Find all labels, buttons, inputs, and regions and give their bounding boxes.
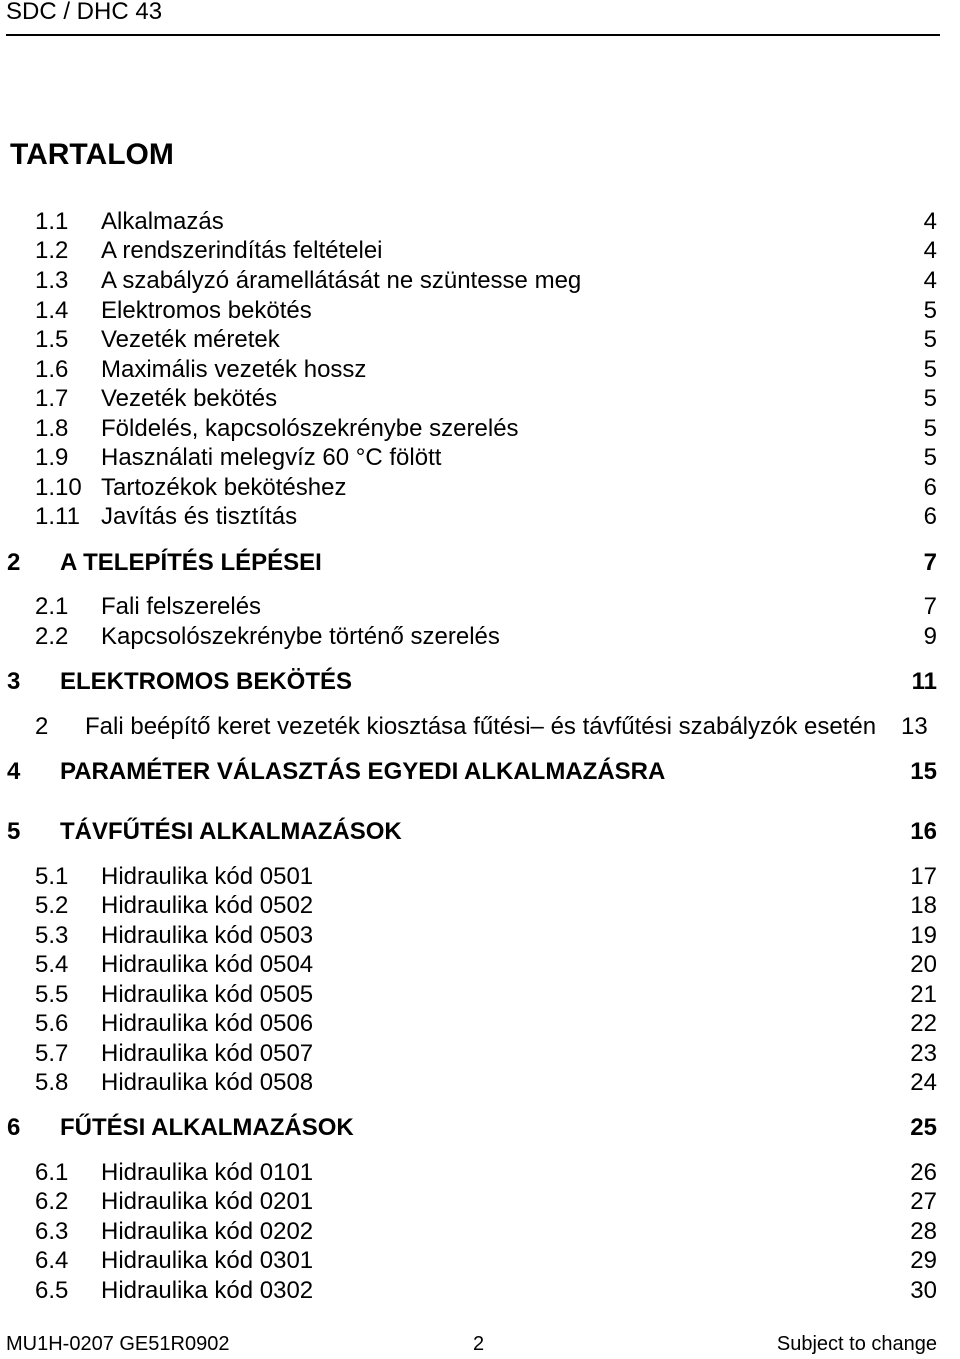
toc-entry-label: Hidraulika kód 0202 (101, 1218, 314, 1245)
toc-row[interactable] (0, 1158, 960, 1188)
toc-row[interactable] (0, 1276, 960, 1306)
toc-entry-label: Hidraulika kód 0502 (101, 892, 314, 919)
toc-entry-page: 21 (910, 981, 937, 1008)
toc-row[interactable] (0, 921, 960, 951)
toc-entry-label: Kapcsolószekrénybe történő szerelés (101, 623, 500, 650)
toc-row[interactable] (0, 1187, 960, 1217)
toc-row[interactable] (0, 325, 960, 355)
toc-entry-number: 1.6 (35, 356, 69, 383)
toc-entry-page: 20 (910, 951, 937, 978)
toc-chapter-row[interactable] (0, 817, 960, 847)
toc-entry-page: 17 (910, 863, 937, 890)
toc-entry-label: Hidraulika kód 0101 (101, 1159, 314, 1186)
toc-entry-label: Fali beépítő keret vezeték kiosztása fűtési– és távfűtési szabályzók esetén (85, 713, 877, 740)
toc-entry-page: 27 (910, 1188, 937, 1215)
toc-entry-label: Hidraulika kód 0505 (101, 981, 314, 1008)
toc-entry-label: ELEKTROMOS BEKÖTÉS (60, 668, 353, 695)
toc-entry-number: 6.1 (35, 1159, 69, 1186)
toc-entry-page: 5 (923, 444, 937, 471)
toc-entry-number: 5.3 (35, 922, 69, 949)
toc-chapter-row[interactable] (0, 1113, 960, 1143)
toc-entry-page: 9 (923, 623, 937, 650)
toc-entry-page: 23 (910, 1040, 937, 1067)
toc-entry-number: 5.5 (35, 981, 69, 1008)
toc-entry-number: 5.2 (35, 892, 69, 919)
toc-row[interactable] (0, 1009, 960, 1039)
toc-entry-page: 26 (910, 1159, 937, 1186)
toc-entry-label: Hidraulika kód 0507 (101, 1040, 314, 1067)
toc-entry-number: 3 (7, 668, 21, 695)
toc-row[interactable] (0, 592, 960, 622)
toc-entry-label: Alkalmazás (101, 208, 224, 235)
toc-entry-page: 7 (923, 593, 937, 620)
toc-entry-number: 6.2 (35, 1188, 69, 1215)
toc-entry-number: 5 (7, 818, 21, 845)
toc-entry-number: 1.9 (35, 444, 69, 471)
toc-entry-page: 11 (911, 668, 937, 695)
toc-entry-number: 1.8 (35, 415, 69, 442)
toc-entry-number: 1.1 (35, 208, 69, 235)
toc-entry-number: 1.11 (35, 503, 80, 530)
toc-entry-number: 5.6 (35, 1010, 69, 1037)
toc-entry-label: A rendszerindítás feltételei (101, 237, 383, 264)
toc-entry-page: 4 (923, 267, 937, 294)
toc-entry-number: 5.7 (35, 1040, 69, 1067)
toc-entry-page: 19 (910, 922, 937, 949)
toc-entry-page: 22 (910, 1010, 937, 1037)
toc-entry-number: 5.1 (35, 863, 69, 890)
toc-entry-label: Hidraulika kód 0503 (101, 922, 314, 949)
toc-entry-label: Hidraulika kód 0201 (101, 1188, 314, 1215)
toc-entry-page: 29 (910, 1247, 937, 1274)
footer-notice: Subject to change (776, 1333, 937, 1355)
toc-row[interactable] (0, 384, 960, 414)
toc-entry-page: 5 (923, 385, 937, 412)
footer-doc-code: MU1H-0207 GE51R0902 (6, 1333, 230, 1355)
toc-entry-number: 2.2 (35, 623, 69, 650)
toc-row[interactable] (0, 1217, 960, 1247)
toc-entry-number: 6.5 (35, 1277, 69, 1304)
toc-entry-label: Hidraulika kód 0302 (101, 1277, 314, 1304)
toc-row[interactable] (0, 266, 960, 296)
toc-row[interactable] (0, 236, 960, 266)
toc-entry-number: 6 (7, 1114, 21, 1141)
toc-row[interactable] (0, 891, 960, 921)
toc-row[interactable] (0, 414, 960, 444)
toc-row[interactable] (0, 980, 960, 1010)
toc-entry-number: 1.2 (35, 237, 69, 264)
toc-entry-page: 4 (923, 208, 937, 235)
toc-entry-number: 1.4 (35, 297, 69, 324)
toc-entry-label: A szabályzó áramellátását ne szüntesse meg (101, 267, 582, 294)
toc-entry-label: Tartozékok bekötéshez (101, 474, 347, 501)
toc-entry-label: FŰTÉSI ALKALMAZÁSOK (60, 1114, 354, 1141)
toc-entry-label: Vezeték méretek (101, 326, 280, 353)
toc-row[interactable] (0, 355, 960, 385)
toc-entry-page: 15 (910, 758, 937, 785)
toc-entry-number: 5.4 (35, 951, 69, 978)
toc-entry-page: 18 (910, 892, 937, 919)
toc-entry-page: 30 (910, 1277, 937, 1304)
footer-page-number: 2 (473, 1333, 485, 1355)
toc-entry-label: Hidraulika kód 0501 (101, 863, 314, 890)
toc-entry-page: 6 (923, 474, 937, 501)
toc-entry-label: Vezeték bekötés (101, 385, 278, 412)
toc-row[interactable] (0, 296, 960, 326)
toc-entry-number: 6.4 (35, 1247, 69, 1274)
toc-entry-label: Használati melegvíz 60 °C fölött (101, 444, 442, 471)
toc-entry-number: 5.8 (35, 1069, 69, 1096)
toc-chapter-row[interactable] (0, 667, 960, 697)
toc-entry-page: 24 (910, 1069, 937, 1096)
toc-entry-page: 5 (923, 415, 937, 442)
toc-row[interactable] (0, 443, 960, 473)
toc-entry-number: 2 (35, 713, 49, 740)
toc-entry-number: 2 (7, 549, 21, 576)
toc-entry-page: 5 (923, 326, 937, 353)
toc-entry-page: 7 (923, 549, 937, 576)
toc-chapter-row[interactable] (0, 548, 960, 578)
toc-entry-label: TÁVFŰTÉSI ALKALMAZÁSOK (60, 818, 402, 845)
toc-row[interactable] (0, 502, 960, 532)
toc-entry-number: 1.3 (35, 267, 69, 294)
toc-entry-page: 13 (901, 713, 928, 740)
toc-row[interactable] (0, 712, 960, 742)
toc-entry-page: 4 (923, 237, 937, 264)
toc-entry-label: Elektromos bekötés (101, 297, 312, 324)
toc-entry-number: 1.5 (35, 326, 69, 353)
toc-row[interactable] (0, 1246, 960, 1276)
toc-entry-page: 28 (910, 1218, 937, 1245)
toc-entry-page: 5 (923, 297, 937, 324)
toc-row[interactable] (0, 1068, 960, 1098)
toc-row[interactable] (0, 1039, 960, 1069)
toc-entry-label: Fali felszerelés (101, 593, 262, 620)
toc-entry-number: 4 (7, 758, 21, 785)
toc-entry-number: 1.10 (35, 474, 82, 501)
toc-entry-number: 6.3 (35, 1218, 69, 1245)
toc-entry-page: 5 (923, 356, 937, 383)
toc-entry-page: 25 (910, 1114, 937, 1141)
toc-row[interactable] (0, 862, 960, 892)
toc-entry-number: 1.7 (35, 385, 69, 412)
toc-title: TARTALOM (10, 138, 174, 171)
toc-entry-label: Hidraulika kód 0506 (101, 1010, 314, 1037)
page-footer (0, 1330, 960, 1359)
toc-entry-label: Javítás és tisztítás (101, 503, 298, 530)
toc-entry-label: A TELEPÍTÉS LÉPÉSEI (60, 549, 322, 576)
toc-entry-page: 6 (923, 503, 937, 530)
toc-entry-label: Maximális vezeték hossz (101, 356, 367, 383)
toc-chapter-row[interactable] (0, 757, 960, 787)
toc-entry-page: 16 (910, 818, 937, 845)
toc-row[interactable] (0, 207, 960, 237)
toc-entry-label: Földelés, kapcsolószekrénybe szerelés (101, 415, 519, 442)
toc-entry-label: Hidraulika kód 0301 (101, 1247, 314, 1274)
toc-row[interactable] (0, 950, 960, 980)
toc-entry-number: 2.1 (35, 593, 69, 620)
toc-row[interactable] (0, 622, 960, 652)
toc-entry-label: Hidraulika kód 0504 (101, 951, 314, 978)
header-title: SDC / DHC 43 (6, 0, 163, 25)
toc-row[interactable] (0, 473, 960, 503)
toc-entry-label: PARAMÉTER VÁLASZTÁS EGYEDI ALKALMAZÁSRA (60, 758, 666, 785)
toc-entry-label: Hidraulika kód 0508 (101, 1069, 314, 1096)
